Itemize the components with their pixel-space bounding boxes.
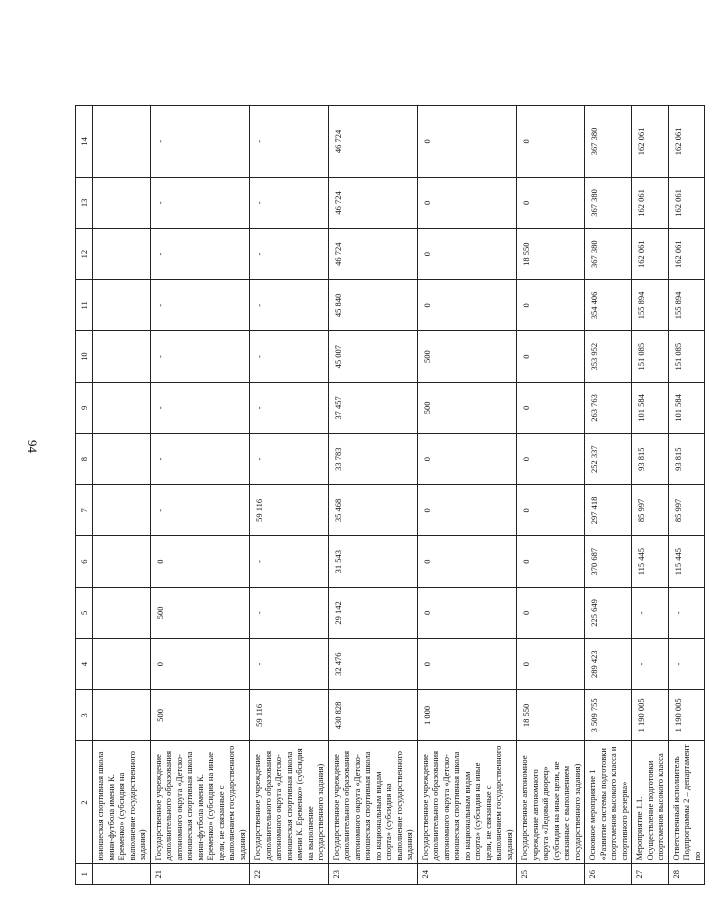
column-header: 13: [76, 177, 93, 228]
column-header: 9: [76, 382, 93, 433]
value-cell: 0: [517, 331, 585, 382]
value-cell: -: [150, 382, 250, 433]
table-row: [328, 106, 417, 885]
value-cell: 0: [517, 382, 585, 433]
value-cell: -: [250, 229, 329, 280]
value-cell: 18 550: [517, 690, 585, 741]
value-cell: -: [632, 587, 669, 638]
value-cell: 37 457: [328, 382, 417, 433]
value-cell: 252 337: [585, 434, 632, 485]
value-cell: -: [632, 639, 669, 690]
row-name-cell: Государственное учреждение дополнительного образования автономного округа «Детско-юношеская спортивная школа по национальным видам спорта» (субсидия на выполнение государственного задания): [328, 741, 417, 864]
row-number-cell: 28: [668, 864, 705, 885]
column-header: 14: [76, 106, 93, 178]
value-cell: 162 061: [668, 177, 705, 228]
value-cell: 29 142: [328, 587, 417, 638]
value-cell: 367 380: [585, 177, 632, 228]
column-header: 2: [76, 741, 93, 864]
value-cell: 162 061: [632, 177, 669, 228]
table-row: [517, 106, 585, 885]
column-header: 5: [76, 587, 93, 638]
value-cell: 500: [417, 331, 517, 382]
value-cell: 0: [517, 485, 585, 536]
value-cell: 35 468: [328, 485, 417, 536]
value-cell: 101 584: [668, 382, 705, 433]
table-row: [632, 106, 669, 885]
value-cell: 0: [417, 587, 517, 638]
value-cell: 1 190 005: [632, 690, 669, 741]
value-cell: 45 007: [328, 331, 417, 382]
value-cell: -: [250, 280, 329, 331]
value-cell: 0: [517, 280, 585, 331]
value-cell-col14: 367 380: [585, 106, 632, 178]
value-cell: [93, 331, 151, 382]
column-header: 8: [76, 434, 93, 485]
row-number-cell: 27: [632, 864, 669, 885]
row-number-cell: 25: [517, 864, 585, 885]
value-cell: -: [668, 639, 705, 690]
value-cell: [93, 536, 151, 587]
column-header: 11: [76, 280, 93, 331]
value-cell: -: [250, 382, 329, 433]
value-cell: 500: [150, 690, 250, 741]
value-cell: -: [250, 331, 329, 382]
value-cell: -: [150, 434, 250, 485]
value-cell: 367 380: [585, 229, 632, 280]
value-cell: 370 687: [585, 536, 632, 587]
value-cell: -: [250, 639, 329, 690]
value-cell: 0: [417, 177, 517, 228]
page-number: 94: [25, 440, 40, 453]
value-cell: 85 997: [668, 485, 705, 536]
value-cell: 101 584: [632, 382, 669, 433]
value-cell-col14: 0: [417, 106, 517, 178]
value-cell: -: [150, 331, 250, 382]
table-row: [250, 106, 329, 885]
budget-table: [75, 105, 705, 885]
value-cell: 0: [517, 177, 585, 228]
column-header: 12: [76, 229, 93, 280]
column-header: 7: [76, 485, 93, 536]
value-cell: 500: [150, 587, 250, 638]
value-cell: 46 724: [328, 229, 417, 280]
value-cell: 59 116: [250, 485, 329, 536]
column-header: 6: [76, 536, 93, 587]
value-cell: -: [150, 177, 250, 228]
column-header: 10: [76, 331, 93, 382]
value-cell-col14: -: [250, 106, 329, 178]
value-cell: 0: [517, 587, 585, 638]
row-name-cell: Ответственный исполнитель Подпрограммы 2 – департамент по: [668, 741, 705, 864]
value-cell: 263 763: [585, 382, 632, 433]
value-cell: 93 815: [632, 434, 669, 485]
value-cell: 33 783: [328, 434, 417, 485]
column-header: 4: [76, 639, 93, 690]
table-row: [668, 106, 705, 885]
value-cell: 3 509 755: [585, 690, 632, 741]
value-cell: 115 445: [632, 536, 669, 587]
value-cell: 289 423: [585, 639, 632, 690]
table-row: [150, 106, 250, 885]
value-cell: 45 840: [328, 280, 417, 331]
row-name-cell: Мероприятие 1.1. Осуществление подготовки спортсменов высокого класса: [632, 741, 669, 864]
row-number-cell: 24: [417, 864, 517, 885]
value-cell: 162 061: [632, 229, 669, 280]
value-cell: 0: [150, 639, 250, 690]
value-cell: 0: [417, 485, 517, 536]
value-cell: -: [250, 587, 329, 638]
value-cell-col14: 162 061: [632, 106, 669, 178]
header-row: [76, 106, 93, 885]
value-cell: 0: [417, 536, 517, 587]
value-cell: 93 815: [668, 434, 705, 485]
value-cell: 59 116: [250, 690, 329, 741]
row-name-cell: Государственное учреждение дополнительного образования автономного округа «Детско-юношеская спортивная школа имени К. Еременко» (субсидия на выполнение государственного задания): [250, 741, 329, 864]
value-cell: -: [250, 536, 329, 587]
row-name-cell: Основное мероприятие 1 «Развитие системы подготовки спортсменов высокого класса и спортивного резерва»: [585, 741, 632, 864]
value-cell: -: [250, 434, 329, 485]
value-cell: 0: [150, 536, 250, 587]
value-cell: 297 418: [585, 485, 632, 536]
value-cell: 46 724: [328, 177, 417, 228]
value-cell: 500: [417, 382, 517, 433]
value-cell: 0: [417, 434, 517, 485]
value-cell-col14: [93, 106, 151, 178]
value-cell: 151 085: [632, 331, 669, 382]
row-number-cell: 26: [585, 864, 632, 885]
value-cell-col14: 162 061: [668, 106, 705, 178]
value-cell: 151 085: [668, 331, 705, 382]
value-cell-col14: -: [150, 106, 250, 178]
value-cell: 31 543: [328, 536, 417, 587]
value-cell: 353 952: [585, 331, 632, 382]
value-cell: [93, 690, 151, 741]
value-cell: 18 550: [517, 229, 585, 280]
column-header: 3: [76, 690, 93, 741]
value-cell: [93, 639, 151, 690]
table-row: [417, 106, 517, 885]
value-cell: 155 894: [668, 280, 705, 331]
value-cell: -: [250, 177, 329, 228]
value-cell: [93, 434, 151, 485]
value-cell: -: [668, 587, 705, 638]
row-number-cell: 23: [328, 864, 417, 885]
value-cell-col14: 46 724: [328, 106, 417, 178]
row-name-cell: юношеская спортивная школа мини-футбола имени К. Еременко» (субсидия на выполнение государственного задания): [93, 741, 151, 864]
value-cell: 155 894: [632, 280, 669, 331]
rotated-table-container: [75, 105, 702, 885]
value-cell: 354 406: [585, 280, 632, 331]
value-cell: [93, 485, 151, 536]
value-cell: -: [150, 485, 250, 536]
value-cell: [93, 280, 151, 331]
value-cell: [93, 229, 151, 280]
value-cell: 430 828: [328, 690, 417, 741]
row-number-cell: 22: [250, 864, 329, 885]
value-cell: 0: [417, 229, 517, 280]
table-row: [585, 106, 632, 885]
value-cell: 1 190 005: [668, 690, 705, 741]
value-cell-col14: 0: [517, 106, 585, 178]
row-number-cell: [93, 864, 151, 885]
value-cell: 85 997: [632, 485, 669, 536]
value-cell: [93, 177, 151, 228]
table-row: [93, 106, 151, 885]
row-name-cell: Государственное автономное учреждение автономного округа «Ледовый дворец» (субсидия на иные цели, не связанные с выполнением государственного задания): [517, 741, 585, 864]
row-number-cell: 21: [150, 864, 250, 885]
value-cell: -: [150, 280, 250, 331]
value-cell: -: [150, 229, 250, 280]
value-cell: 0: [517, 536, 585, 587]
value-cell: 0: [417, 639, 517, 690]
value-cell: 32 476: [328, 639, 417, 690]
value-cell: 162 061: [668, 229, 705, 280]
value-cell: 1 000: [417, 690, 517, 741]
row-name-cell: Государственное учреждение дополнительного образования автономного округа «Детско-юношеская спортивная школа по национальным видам спорта» (субсидия на иные цели, не связанные с выполнением государственного задания): [417, 741, 517, 864]
value-cell: 115 445: [668, 536, 705, 587]
value-cell: 0: [417, 280, 517, 331]
value-cell: 225 649: [585, 587, 632, 638]
column-header: 1: [76, 864, 93, 885]
row-name-cell: Государственное учреждение дополнительного образования автономного округа «Детско-юношеская спортивная школа мини-футбола имени К. Еременко» (субсидия на иные цели, не связанные с выполнением государственного задания): [150, 741, 250, 864]
value-cell: 0: [517, 639, 585, 690]
value-cell: 0: [517, 434, 585, 485]
value-cell: [93, 382, 151, 433]
value-cell: [93, 587, 151, 638]
